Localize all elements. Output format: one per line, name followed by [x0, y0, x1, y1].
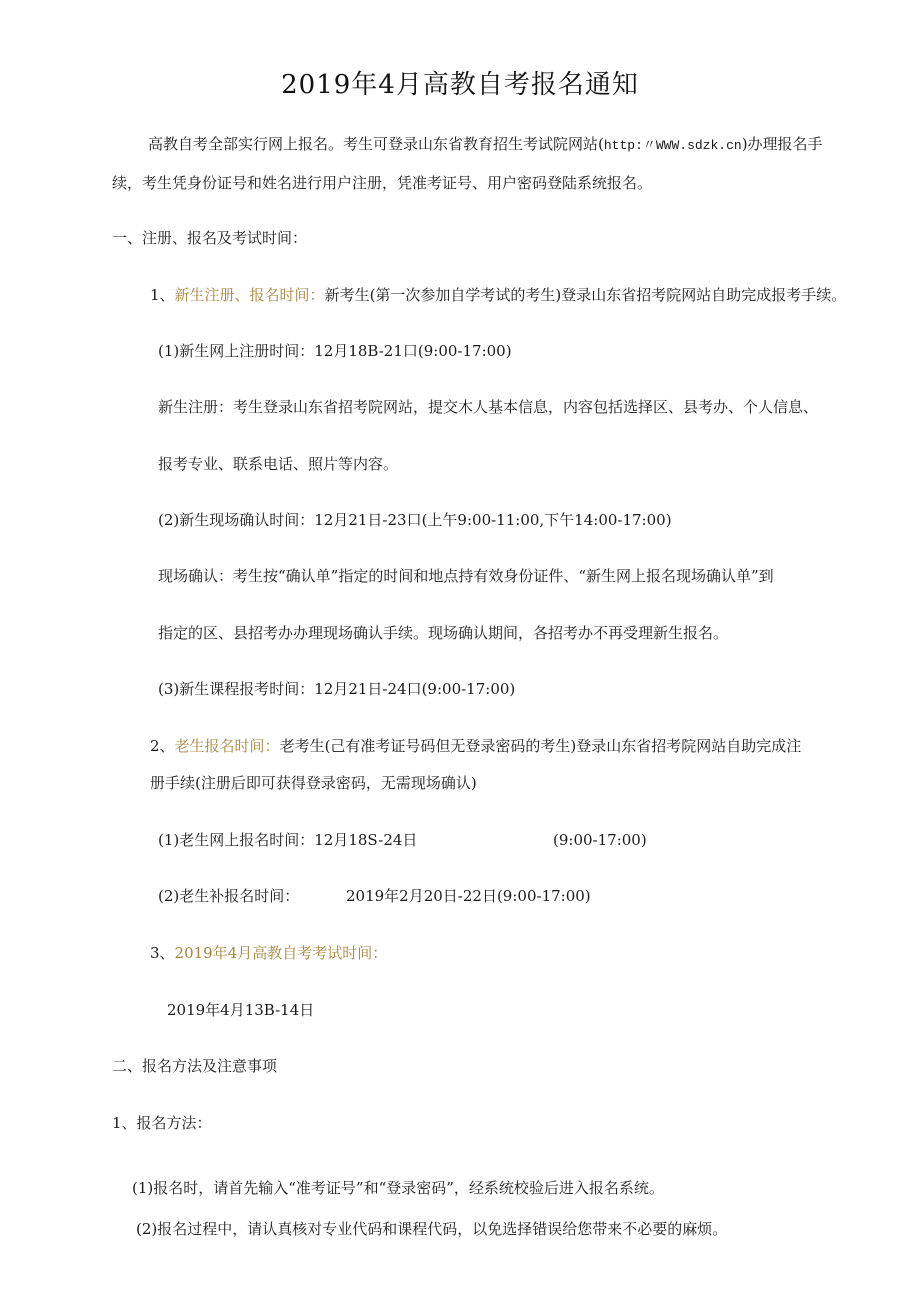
item2-sub1: (1)老生网上报名时间：12月18S-24日 — [158, 831, 418, 849]
item2-sub2-date: 2019年2月20日-22日(9:00-17:00) — [346, 887, 591, 905]
section1-heading: 一、注册、报名及考试时间： — [112, 229, 308, 247]
item1-sub2-desc2: 指定的区、县招考办办理现场确认手续。现场确认期间，各招考办不再受理新生报名。 — [158, 624, 729, 642]
item1-prefix: 1、 — [150, 286, 175, 304]
section2-heading: 二、报名方法及注意事项 — [112, 1057, 278, 1075]
item1-label: 新生注册、报名时间： — [174, 286, 325, 304]
page-title: 2019年4月高教自考报名通知 — [281, 70, 639, 100]
intro-text-a: 高教自考全部实行网上报名。考生可登录山东省教育招生考试院网站( — [148, 135, 604, 153]
item3-label: 2019年4月高教自考考试时间： — [174, 944, 388, 962]
intro-text-b: )办理报名手 — [741, 135, 823, 153]
intro-line-1 — [148, 134, 823, 156]
item1-text: 新考生(第一次参加自学考试的考生)登录山东省招考院网站自助完成报考手续。 — [324, 286, 847, 304]
section2-item1-sub2: (2)报名过程中，请认真核对专业代码和课程代码，以免选择错误给您带来不必要的麻烦。 — [136, 1220, 728, 1238]
exam-date: 2019年4月13B-14日 — [167, 1001, 315, 1019]
item2-line-2: 册手续(注册后即可获得登录密码，无需现场确认) — [150, 774, 477, 792]
item1-sub1-desc1: 新生注册：考生登录山东省招考院网站，提交木人基本信息，内容包括选择区、县考办、个人信息、 — [158, 398, 819, 416]
item2-text: 老考生(己有准考证号码但无登录密码的考生)登录山东省招考院网站自助完成注 — [279, 737, 802, 755]
section2-item1-sub1: (1)报名时，请首先输入“准考证号”和“登录密码”，经系统校验后进入报名系统。 — [132, 1179, 664, 1197]
item1-sub2-desc1: 现场确认：考生按“确认单”指定的时间和地点持有效身份证件、“新生网上报名现场确认单”到 — [158, 567, 774, 585]
section2-item1-heading: 1、报名方法： — [112, 1114, 212, 1132]
item2-sub1-time: (9:00-17:00) — [553, 831, 647, 849]
item1-sub3: (3)新生课程报考时间：12月21日-24口(9:00-17:00) — [158, 680, 516, 698]
website-url[interactable]: http:〃WWW.sdzk.cn — [603, 138, 742, 153]
item2-sub2: (2)老生补报名时间： — [158, 887, 300, 905]
item1-sub1-desc2: 报考专业、联系电话、照片等内容。 — [158, 455, 399, 473]
item1-sub2: (2)新生现场确认时间：12月21日-23口(上午9:00-11:00,下午14:00-17:00) — [158, 511, 672, 529]
item2-line — [150, 736, 801, 756]
item1-line — [150, 285, 846, 305]
intro-line-2: 续，考生凭身份证号和姓名进行用户注册，凭准考证号、用户密码登陆系统报名。 — [112, 174, 653, 192]
item3-prefix: 3、 — [150, 944, 175, 962]
item2-prefix: 2、 — [150, 737, 175, 755]
item1-sub1: (1)新生网上注册时间：12月18B-21口(9:00-17:00) — [158, 342, 512, 360]
item2-label: 老生报名时间： — [174, 737, 280, 755]
item3-line — [150, 943, 387, 963]
